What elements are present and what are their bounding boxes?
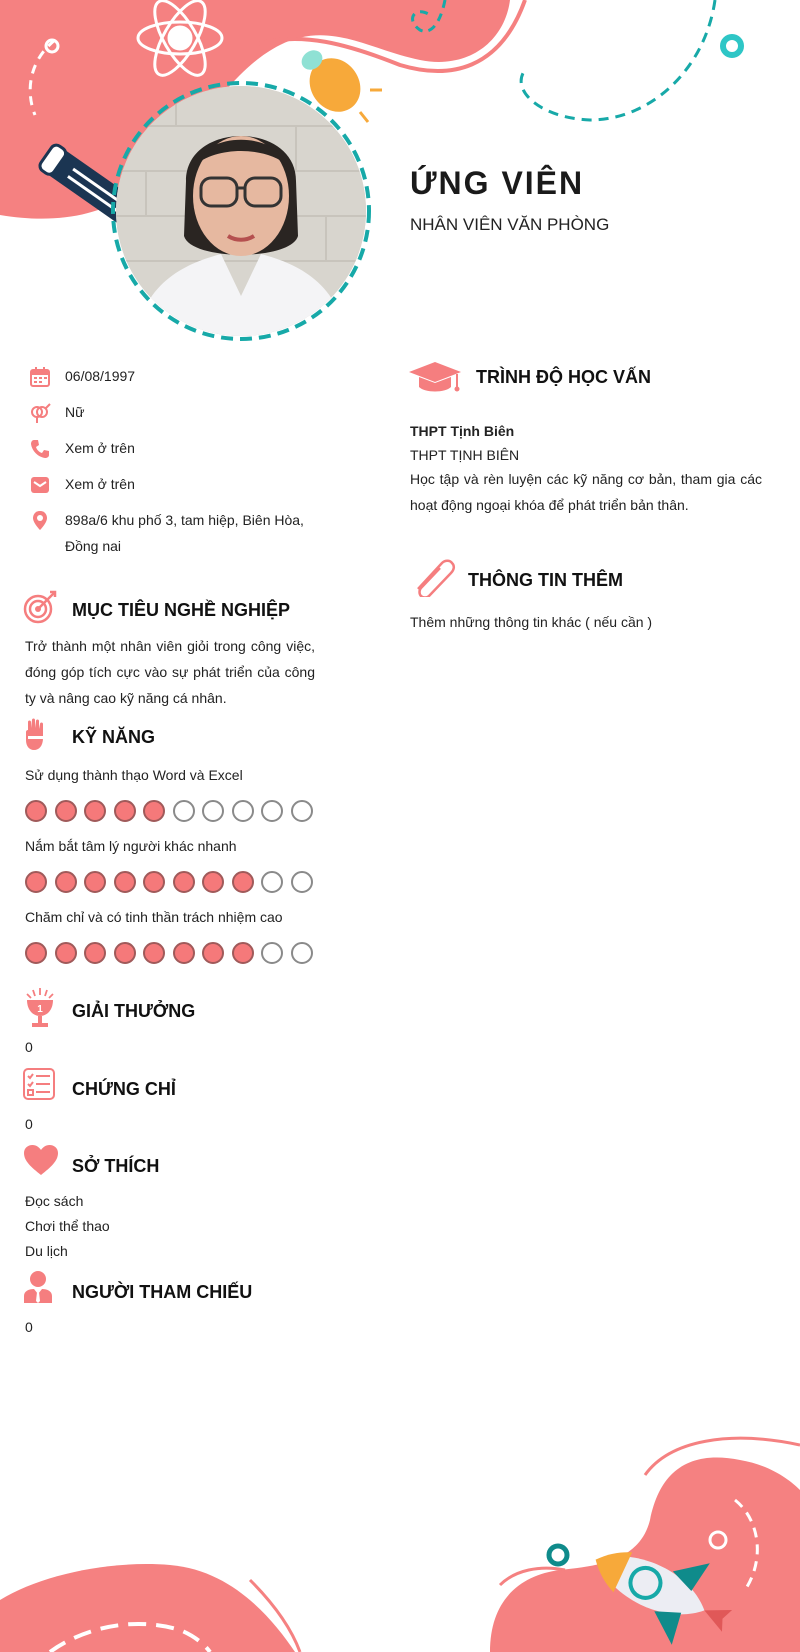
rating-dot-filled (143, 800, 165, 822)
references-title: NGƯỜI THAM CHIẾU (72, 1282, 253, 1302)
phone-text: Xem ở trên (65, 440, 135, 456)
skill-label: Sử dụng thành thạo Word và Excel (25, 767, 243, 783)
rating-dot-empty (232, 800, 254, 822)
rating-dot-empty (202, 800, 224, 822)
certificates-title: CHỨNG CHỈ (72, 1079, 176, 1099)
rating-dot-empty (173, 800, 195, 822)
calendar-icon (29, 366, 51, 388)
rating-dot-filled (55, 800, 77, 822)
rating-dot-filled (55, 942, 77, 964)
job-title: NHÂN VIÊN VĂN PHÒNG (410, 215, 610, 234)
rating-dot-filled (232, 942, 254, 964)
rating-dot-filled (25, 800, 47, 822)
additional-text: Thêm những thông tin khác ( nếu cần ) (410, 614, 653, 630)
person-icon (23, 1270, 53, 1304)
hobby-item: Đọc sách (25, 1193, 84, 1209)
objective-text: Trở thành một nhân viên giỏi trong công việc, đóng góp tích cực vào sự phát triển của công ty và nâng cao kỹ năng cá nhân. (25, 638, 315, 706)
gender-text: Nữ (65, 404, 85, 420)
rating-dot-filled (173, 871, 195, 893)
trophy-icon (23, 988, 57, 1030)
skill-rating (25, 942, 325, 964)
rating-dot-filled (173, 942, 195, 964)
rating-dot-filled (84, 871, 106, 893)
skill-rating (25, 800, 325, 822)
gender-icon (29, 402, 51, 424)
hand-icon (23, 718, 49, 752)
email-text: Xem ở trên (65, 476, 135, 492)
location-pin-icon (29, 510, 51, 532)
birthdate-text: 06/08/1997 (65, 368, 136, 384)
certificates-text: 0 (25, 1116, 33, 1132)
hobby-item: Chơi thể thao (25, 1218, 110, 1234)
rating-dot-filled (114, 800, 136, 822)
awards-title: GIẢI THƯỞNG (72, 1001, 196, 1021)
rating-dot-filled (114, 942, 136, 964)
candidate-name: ỨNG VIÊN (410, 165, 585, 201)
rating-dot-filled (232, 871, 254, 893)
target-icon (23, 590, 57, 624)
rating-dot-empty (261, 800, 283, 822)
additional-title: THÔNG TIN THÊM (468, 570, 623, 590)
rating-dot-filled (114, 871, 136, 893)
skill-label: Nắm bắt tâm lý người khác nhanh (25, 838, 237, 854)
references-text: 0 (25, 1319, 33, 1335)
rating-dot-empty (291, 942, 313, 964)
rating-dot-filled (84, 800, 106, 822)
rating-dot-filled (143, 942, 165, 964)
heart-icon (23, 1144, 59, 1176)
rating-dot-empty (261, 942, 283, 964)
hobby-item: Du lịch (25, 1243, 68, 1259)
skills-title: KỸ NĂNG (72, 727, 156, 747)
paperclip-icon (412, 557, 456, 597)
rating-dot-empty (291, 800, 313, 822)
school-name: THPT Tịnh Biên (410, 423, 515, 439)
rating-dot-filled (25, 942, 47, 964)
rating-dot-filled (143, 871, 165, 893)
school-name-upper: THPT TỊNH BIÊN (410, 447, 520, 463)
rating-dot-empty (291, 871, 313, 893)
rating-dot-empty (261, 871, 283, 893)
address-text: 898a/6 khu phố 3, tam hiệp, Biên Hòa, Đồng nai (65, 512, 304, 554)
svg-text:1: 1 (37, 1004, 43, 1015)
rating-dot-filled (55, 871, 77, 893)
hobbies-title: SỞ THÍCH (72, 1156, 160, 1176)
graduation-cap-icon (407, 360, 463, 396)
rating-dot-filled (25, 871, 47, 893)
skill-label: Chăm chỉ và có tinh thần trách nhiệm cao (25, 909, 283, 925)
objective-title: MỤC TIÊU NGHỀ NGHIỆP (72, 600, 291, 620)
rating-dot-filled (84, 942, 106, 964)
rating-dot-filled (202, 871, 224, 893)
avatar (116, 86, 366, 336)
awards-text: 0 (25, 1039, 33, 1055)
phone-icon (29, 438, 51, 460)
email-icon (29, 474, 51, 496)
rating-dot-filled (202, 942, 224, 964)
checklist-icon (23, 1068, 55, 1100)
education-title: TRÌNH ĐỘ HỌC VẤN (476, 367, 651, 387)
profile-photo-frame (108, 78, 374, 344)
skill-rating (25, 871, 325, 893)
education-description: Học tập và rèn luyện các kỹ năng cơ bản, tham gia các hoạt động ngoại khóa để phát triển bản thân. (410, 471, 762, 513)
